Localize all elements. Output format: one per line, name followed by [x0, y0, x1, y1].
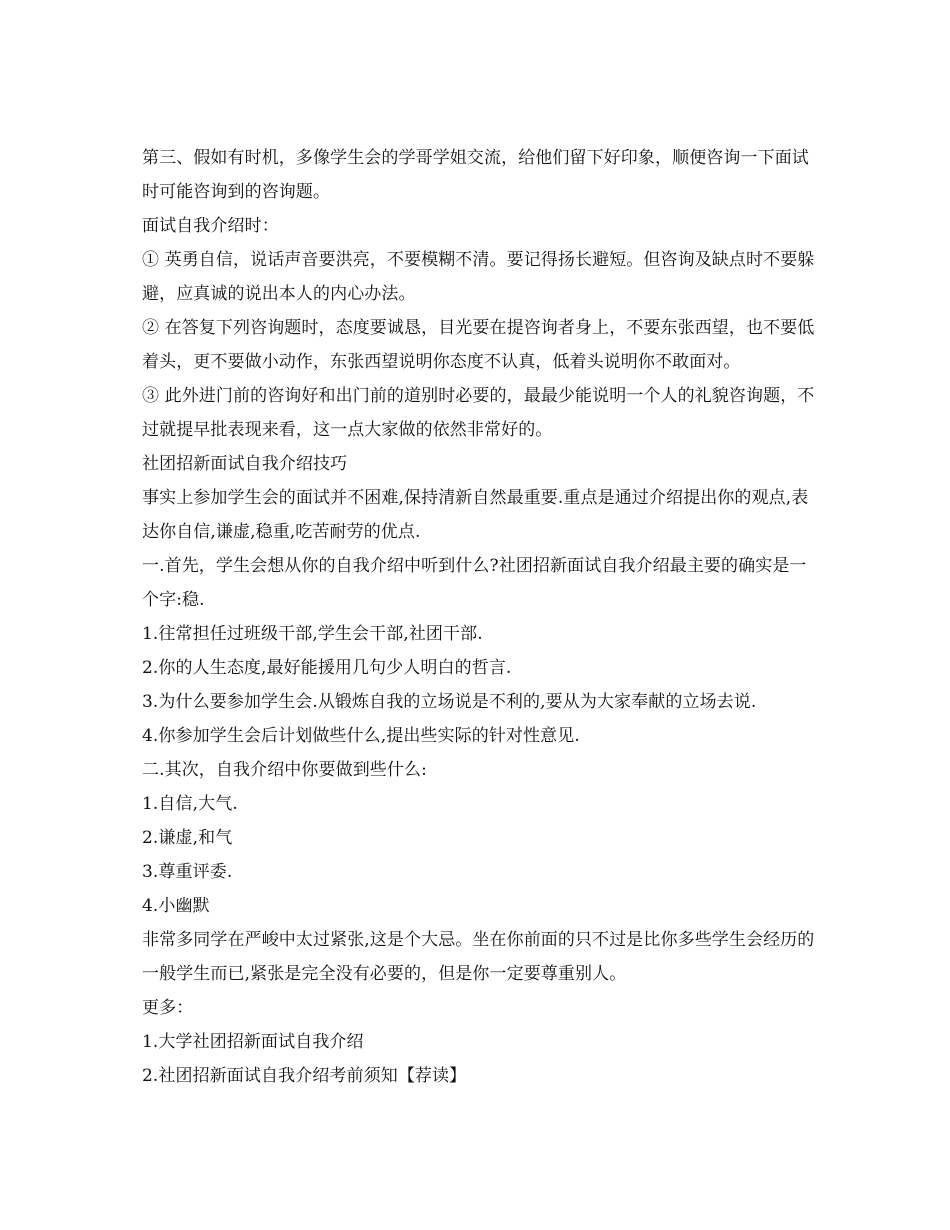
section-title-tips: 社团招新面试自我介绍技巧: [142, 454, 348, 474]
paragraph-first: 一.首先，学生会想从你的自我介绍中听到什么?社团招新面试自我介绍最主要的确实是一个字:稳.: [142, 556, 807, 610]
paragraph-overview: 事实上参加学生会的面试并不困难,保持清新自然最重要.重点是通过介绍提出你的观点,表达你自信,谦虚,稳重,吃苦耐劳的优点.: [142, 488, 809, 542]
list-item-second-4: 4.小幽默: [142, 896, 210, 916]
document-body: [142, 141, 816, 1093]
paragraph-point-2: ② 在答复下列咨询题时，态度要诚恳，目光要在提咨询者身上，不要东张西望，也不要低着头，更不要做小动作，东张西望说明你态度不认真，低着头说明你不敢面对。: [142, 318, 815, 372]
list-item-first-1: 1.往常担任过班级干部,学生会干部,社团干部.: [142, 624, 483, 644]
paragraph-point-1: ① 英勇自信，说话声音要洪亮，不要模糊不清。要记得扬长避短。但咨询及缺点时不要躲避，应真诚的说出本人的内心办法。: [142, 250, 815, 304]
paragraph-second: 二.其次，自我介绍中你要做到些什么:: [142, 760, 427, 780]
list-item-first-2: 2.你的人生态度,最好能援用几句少人明白的哲言.: [142, 658, 512, 678]
list-item-second-1: 1.自信,大气.: [142, 794, 238, 814]
list-item-first-3: 3.为什么要参加学生会.从锻炼自我的立场说是不利的,要从为大家奉献的立场去说.: [142, 692, 757, 712]
paragraph-more-heading: 更多：: [142, 998, 194, 1018]
paragraph-intro-heading: 面试自我介绍时：: [142, 216, 279, 236]
list-item-second-2: 2.谦虚,和气: [142, 828, 233, 848]
paragraph-nervous: 非常多同学在严峻中太过紧张,这是个大忌。坐在你前面的只不过是比你多些学生会经历的一般学生而已,紧张是完全没有必要的，但是你一定要尊重别人。: [142, 930, 815, 984]
paragraph-opportunity-tip: 第三、假如有时机，多像学生会的学哥学姐交流，给他们留下好印象，顺便咨询一下面试时可能咨询到的咨询题。: [142, 148, 809, 202]
list-item-second-3: 3.尊重评委.: [142, 862, 233, 882]
list-item-first-4: 4.你参加学生会后计划做些什么,提出些实际的针对性意见.: [142, 726, 580, 746]
paragraph-point-3: ③ 此外进门前的咨询好和出门前的道别时必要的，最最少能说明一个人的礼貌咨询题，不过就提早批表现来看，这一点大家做的依然非常好的。: [142, 386, 815, 440]
related-link-2: 2.社团招新面试自我介绍考前须知【荐读】: [142, 1066, 467, 1086]
related-link-1: 1.大学社团招新面试自我介绍: [142, 1032, 364, 1052]
